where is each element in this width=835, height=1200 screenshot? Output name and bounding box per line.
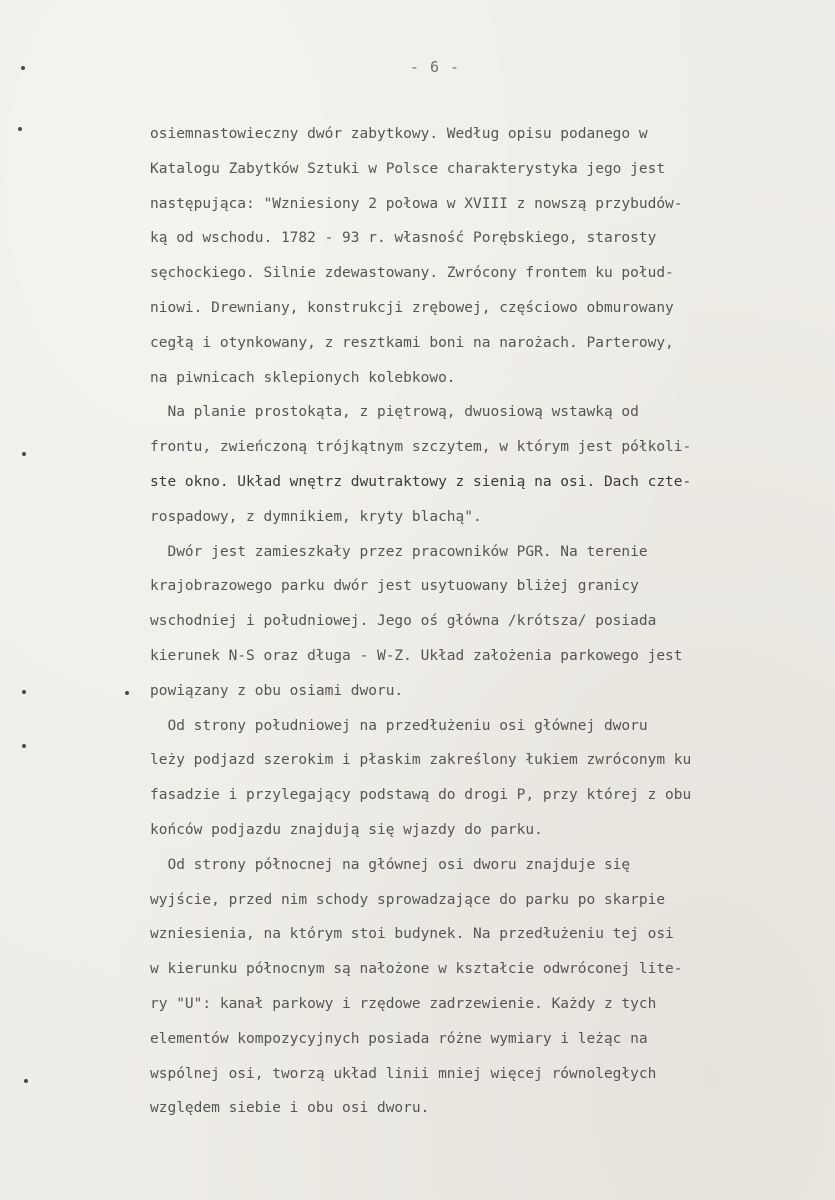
text-line: osiemnastowieczny dwór zabytkowy. Według opisu podanego w <box>150 126 648 142</box>
text-line: powiązany z obu osiami dworu. <box>150 682 404 699</box>
text-line: krajobrazowego parku dwór jest usytuowany bliżej granicy <box>150 578 639 595</box>
text-line: fasadzie i przylegający podstawą do drogi P, przy której z obu <box>150 787 692 804</box>
text-line: końców podjazdu znajdują się wjazdy do parku. <box>150 821 543 838</box>
text-line: elementów kompozycyjnych posiada różne wymiary i leżąc na <box>150 1030 648 1047</box>
text-line: ką od wschodu. 1782 - 93 r. własność Porębskiego, starosty <box>150 230 657 247</box>
margin-mark <box>22 744 26 748</box>
text-line: następująca: "Wzniesiony 2 połowa w XVIII z nowszą przybudów- <box>150 195 683 212</box>
text-line: na piwnicach sklepionych kolebkowo. <box>150 369 456 386</box>
text-line: cegłą i otynkowany, z resztkami boni na narożach. Parterowy, <box>150 334 674 351</box>
margin-mark <box>18 127 22 131</box>
text-line: Od strony północnej na głównej osi dworu znajduje się <box>150 856 631 873</box>
text-line: wyjście, przed nim schody sprowadzające do parku po skarpie <box>150 891 666 908</box>
text-line: wzniesienia, na którym stoi budynek. Na przedłużeniu tej osi <box>150 926 674 943</box>
margin-mark <box>125 691 129 695</box>
text-line: w kierunku północnym są nałożone w kształcie odwróconej lite- <box>150 961 683 978</box>
text-line: Na planie prostokąta, z piętrową, dwuosiową wstawką od <box>150 404 639 421</box>
body-text <box>150 117 810 1126</box>
text-line: względem siebie i obu osi dworu. <box>150 1100 430 1117</box>
margin-mark <box>24 1079 28 1083</box>
page-number: - 6 - <box>409 58 461 76</box>
text-line: sęchockiego. Silnie zdewastowany. Zwrócony frontem ku połud- <box>150 265 674 282</box>
margin-mark <box>22 452 26 456</box>
text-line: kierunek N-S oraz długa - W-Z. Układ założenia parkowego jest <box>150 647 683 664</box>
text-line: Katalogu Zabytków Sztuki w Polsce charakterystyka jego jest <box>150 160 666 177</box>
text-line: ste okno. Układ wnętrz dwutraktowy z sienią na osi. Dach czte- <box>150 473 692 490</box>
text-line: ry "U": kanał parkowy i rzędowe zadrzewienie. Każdy z tych <box>150 995 657 1012</box>
text-line: Od strony południowej na przedłużeniu osi głównej dworu <box>150 717 648 734</box>
text-line: niowi. Drewniany, konstrukcji zrębowej, częściowo obmurowany <box>150 299 674 316</box>
text-line: frontu, zwieńczoną trójkątnym szczytem, w którym jest półkoli- <box>150 439 692 456</box>
text-line: wspólnej osi, tworzą układ linii mniej więcej równoległych <box>150 1065 657 1082</box>
text-line: leży podjazd szerokim i płaskim zakreślony łukiem zwróconym ku <box>150 752 692 769</box>
text-line: Dwór jest zamieszkały przez pracowników PGR. Na terenie <box>150 543 648 560</box>
text-line: rospadowy, z dymnikiem, kryty blachą". <box>150 508 482 525</box>
margin-mark <box>22 690 26 694</box>
text-line: wschodniej i południowej. Jego oś główna /krótsza/ posiada <box>150 613 657 630</box>
